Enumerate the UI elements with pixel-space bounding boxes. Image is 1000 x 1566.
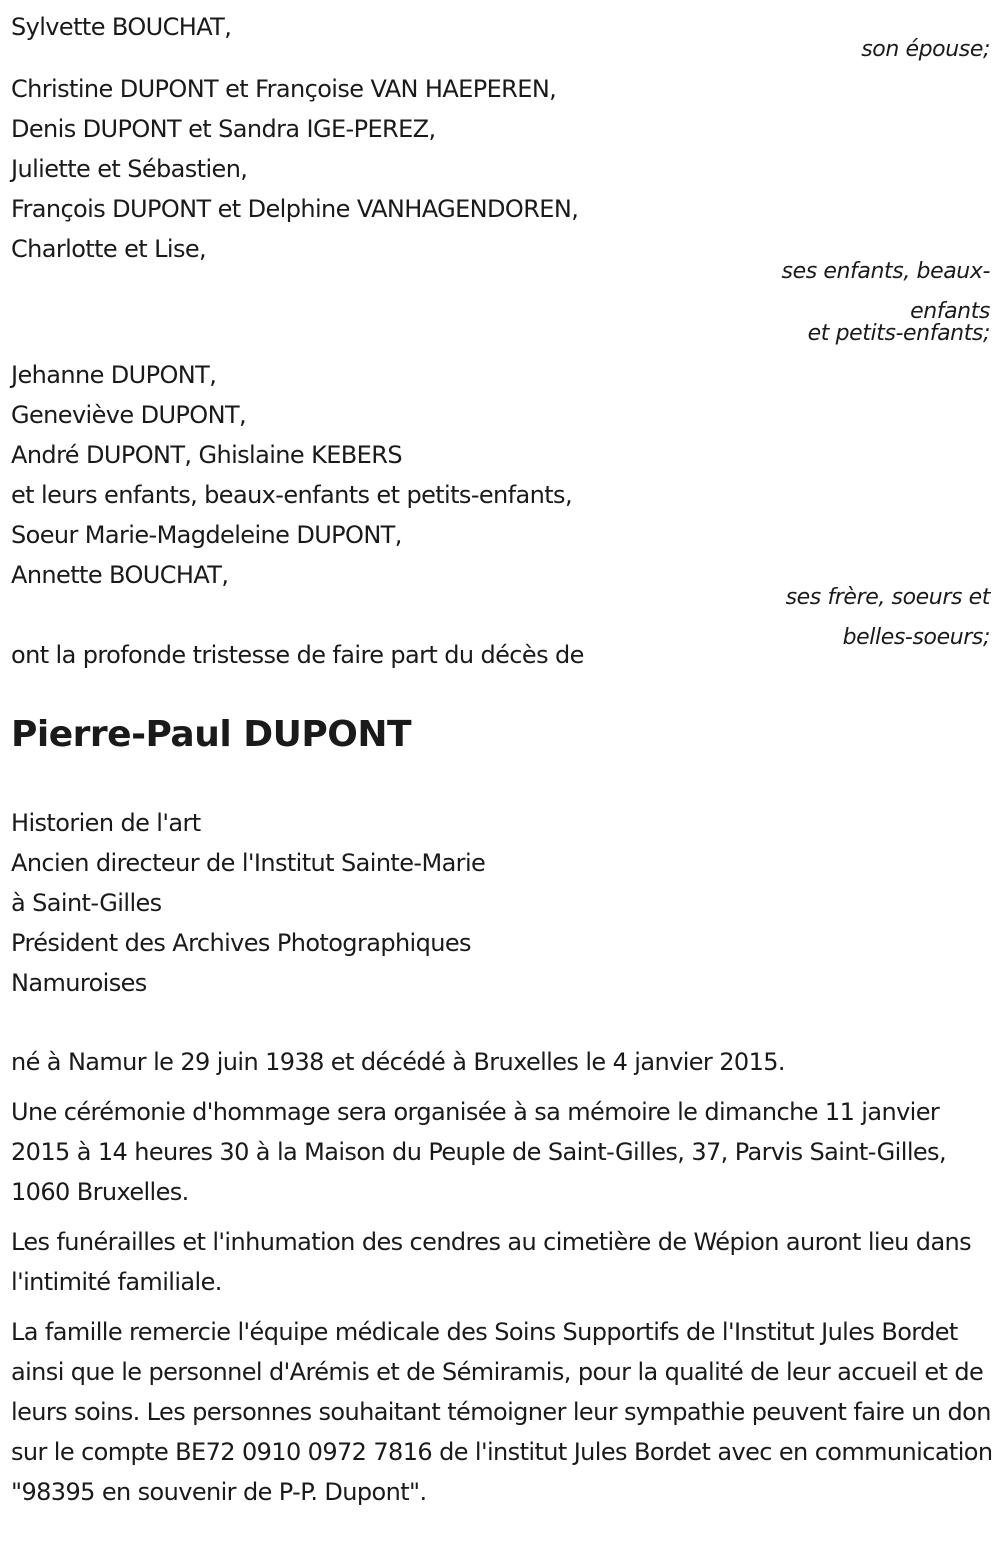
family-member-line: et leurs enfants, beaux-enfants et petits-enfants, [11,481,572,509]
relation-label: enfants [910,299,990,324]
ceremony-paragraph: Une cérémonie d'hommage sera organisée à sa mémoire le dimanche 11 janvier 2015 à 14 heures 30 à la Maison du Peuple de Saint-Gilles, 37, Parvis Saint-Gilles, 1060 Bruxelles. [11,1098,946,1206]
family-member-line: Denis DUPONT et Sandra IGE-PEREZ, [11,115,436,143]
relation-label: et petits-enfants; [807,321,990,346]
funeral-paragraph: Les funérailles et l'inhumation des cendres au cimetière de Wépion auront lieu dans l'intimité familiale. [11,1228,972,1296]
family-member-line: Soeur Marie-Magdeleine DUPONT, [11,521,402,549]
title-line: à Saint-Gilles [11,889,162,917]
relation-label: ses enfants, beaux- [781,259,990,284]
family-member-line: Geneviève DUPONT, [11,401,247,429]
title-line: Namuroises [11,969,147,997]
family-member-line: Sylvette BOUCHAT, [11,13,232,41]
title-line: Président des Archives Photographiques [11,929,471,957]
relation-label: ses frère, soeurs et [785,585,990,610]
family-member-line: Christine DUPONT et Françoise VAN HAEPEREN, [11,75,557,103]
family-member-line: André DUPONT, Ghislaine KEBERS [11,441,402,469]
thanks-donation-paragraph: La famille remercie l'équipe médicale des Soins Supportifs de l'Institut Jules Bordet ainsi que le personnel d'Arémis et de Sémiramis, pour la qualité de leur accueil et de leurs soins. Les personnes souhaitant témoigner leur sympathie peuvent faire un don sur le compte BE72 0910 0972 7816 de l'institut Jules Bordet avec en communication "98395 en souvenir de P-P. Dupont". [11,1318,993,1506]
family-member-line: Annette BOUCHAT, [11,561,229,589]
birth-death-paragraph: né à Namur le 29 juin 1938 et décédé à Bruxelles le 4 janvier 2015. [11,1048,785,1076]
family-member-line: Juliette et Sébastien, [11,155,248,183]
deceased-name: Pierre-Paul DUPONT [11,714,412,755]
family-member-line: François DUPONT et Delphine VANHAGENDOREN, [11,195,579,223]
family-member-line: Jehanne DUPONT, [11,361,217,389]
title-line: Historien de l'art [11,809,201,837]
relation-label: son épouse; [861,37,990,62]
announcement-text: ont la profonde tristesse de faire part du décès de [11,641,584,669]
title-line: Ancien directeur de l'Institut Sainte-Marie [11,849,486,877]
family-member-line: Charlotte et Lise, [11,235,207,263]
relation-label: belles-soeurs; [842,625,990,650]
